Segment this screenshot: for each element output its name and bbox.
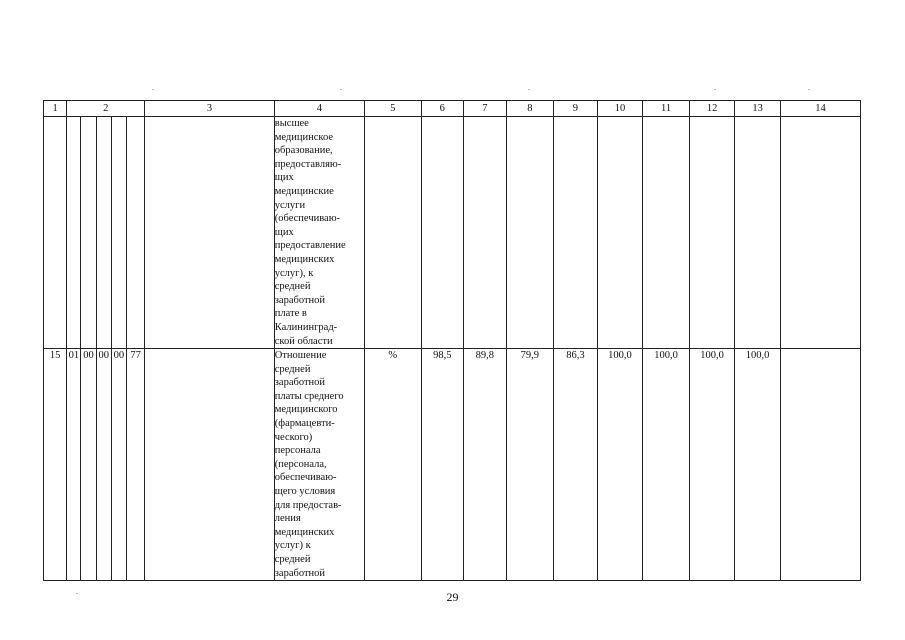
- table-cell: [81, 117, 96, 349]
- table-cell: [735, 117, 781, 349]
- header-row: [44, 101, 861, 117]
- header-cell: 3: [145, 101, 275, 117]
- table-cell: [643, 117, 690, 349]
- header-cell: 6: [421, 101, 464, 117]
- table-row-15: [44, 349, 861, 581]
- text-line: (персонала,: [274, 458, 327, 470]
- text-line: медицинских: [274, 253, 335, 265]
- value-cell: 100,0: [689, 349, 735, 581]
- header-cell: 7: [464, 101, 507, 117]
- text-line: предоставление: [274, 240, 346, 252]
- value-cell: 79,9: [506, 349, 554, 581]
- table-cell: [421, 117, 464, 349]
- text-line: персонала: [274, 445, 321, 457]
- value-cell: 100,0: [643, 349, 690, 581]
- table-cell: [126, 117, 144, 349]
- text-line: средней: [274, 281, 311, 293]
- value-cell: 89,8: [464, 349, 507, 581]
- table-cell: [44, 117, 67, 349]
- table-cell: [364, 117, 421, 349]
- text-line: заработной: [274, 294, 326, 306]
- indicator-text-continued: [274, 117, 364, 349]
- header-cell: 14: [780, 101, 860, 117]
- text-line: платы среднего: [274, 390, 344, 402]
- page-number: 29: [446, 590, 459, 604]
- text-line: медицинские: [274, 185, 334, 197]
- text-line: образование,: [274, 145, 333, 157]
- indicator-text: [274, 349, 364, 581]
- value-cell: 100,0: [735, 349, 781, 581]
- header-cell: 5: [364, 101, 421, 117]
- table-cell: [96, 117, 111, 349]
- header-cell: 11: [643, 101, 690, 117]
- table-cell: [111, 117, 126, 349]
- code-cell: 00: [96, 349, 111, 581]
- row-number: 15: [44, 349, 67, 581]
- header-cell: 10: [597, 101, 643, 117]
- text-line: услуг), к: [274, 267, 314, 279]
- text-line: (обеспечиваю-: [274, 213, 341, 225]
- unit-cell: %: [364, 349, 421, 581]
- code-cell: 00: [81, 349, 96, 581]
- text-line: плате в: [274, 308, 307, 320]
- text-line: услуг) к: [274, 540, 311, 552]
- text-line: ческого): [274, 431, 313, 443]
- text-line: средней: [274, 363, 311, 375]
- table-cell: [67, 117, 81, 349]
- indicators-table: [43, 100, 861, 581]
- table-cell: [780, 117, 860, 349]
- text-line: медицинских: [274, 526, 335, 538]
- text-line: (фармацевти-: [274, 418, 335, 430]
- text-line: щих: [274, 226, 294, 238]
- text-line: медицинское: [274, 131, 334, 143]
- header-cell: 9: [554, 101, 598, 117]
- header-cell: 12: [689, 101, 735, 117]
- text-line: щих: [274, 172, 294, 184]
- text-line: предоставляю-: [274, 158, 342, 170]
- text-line: услуги: [274, 199, 306, 211]
- table-cell: [145, 117, 275, 349]
- text-line: ской области: [274, 335, 333, 347]
- text-line: заработной: [274, 567, 326, 579]
- table-row-continuation: [44, 117, 861, 349]
- code-cell: 77: [126, 349, 144, 581]
- code-cell: 01: [67, 349, 81, 581]
- value-cell: 100,0: [597, 349, 643, 581]
- header-cell: 4: [274, 101, 364, 117]
- header-cell: 1: [44, 101, 67, 117]
- text-line: Отношение: [274, 350, 327, 362]
- table-cell: [145, 349, 275, 581]
- scan-speck: [152, 89, 154, 90]
- scan-speck: [528, 89, 530, 90]
- header-cell: 2: [67, 101, 145, 117]
- code-cell: 00: [111, 349, 126, 581]
- text-line: для предостав-: [274, 499, 342, 511]
- text-line: высшее: [274, 118, 309, 129]
- text-line: ления: [274, 513, 301, 525]
- text-line: обеспечиваю-: [274, 472, 337, 484]
- table-cell: [597, 117, 643, 349]
- value-cell: 98,5: [421, 349, 464, 581]
- table-cell: [689, 117, 735, 349]
- value-cell: 86,3: [554, 349, 598, 581]
- table-cell: [506, 117, 554, 349]
- text-line: Калининград-: [274, 321, 338, 333]
- header-cell: 8: [506, 101, 554, 117]
- table-cell: [554, 117, 598, 349]
- value-cell: [780, 349, 860, 581]
- text-line: щего условия: [274, 486, 336, 498]
- text-line: средней: [274, 554, 311, 565]
- scan-speck: [808, 89, 810, 90]
- header-cell: 13: [735, 101, 781, 117]
- table-cell: [464, 117, 507, 349]
- scan-speck: [340, 89, 342, 90]
- text-line: заработной: [274, 377, 326, 389]
- scan-speck: [714, 89, 716, 90]
- text-line: медицинского: [274, 404, 338, 416]
